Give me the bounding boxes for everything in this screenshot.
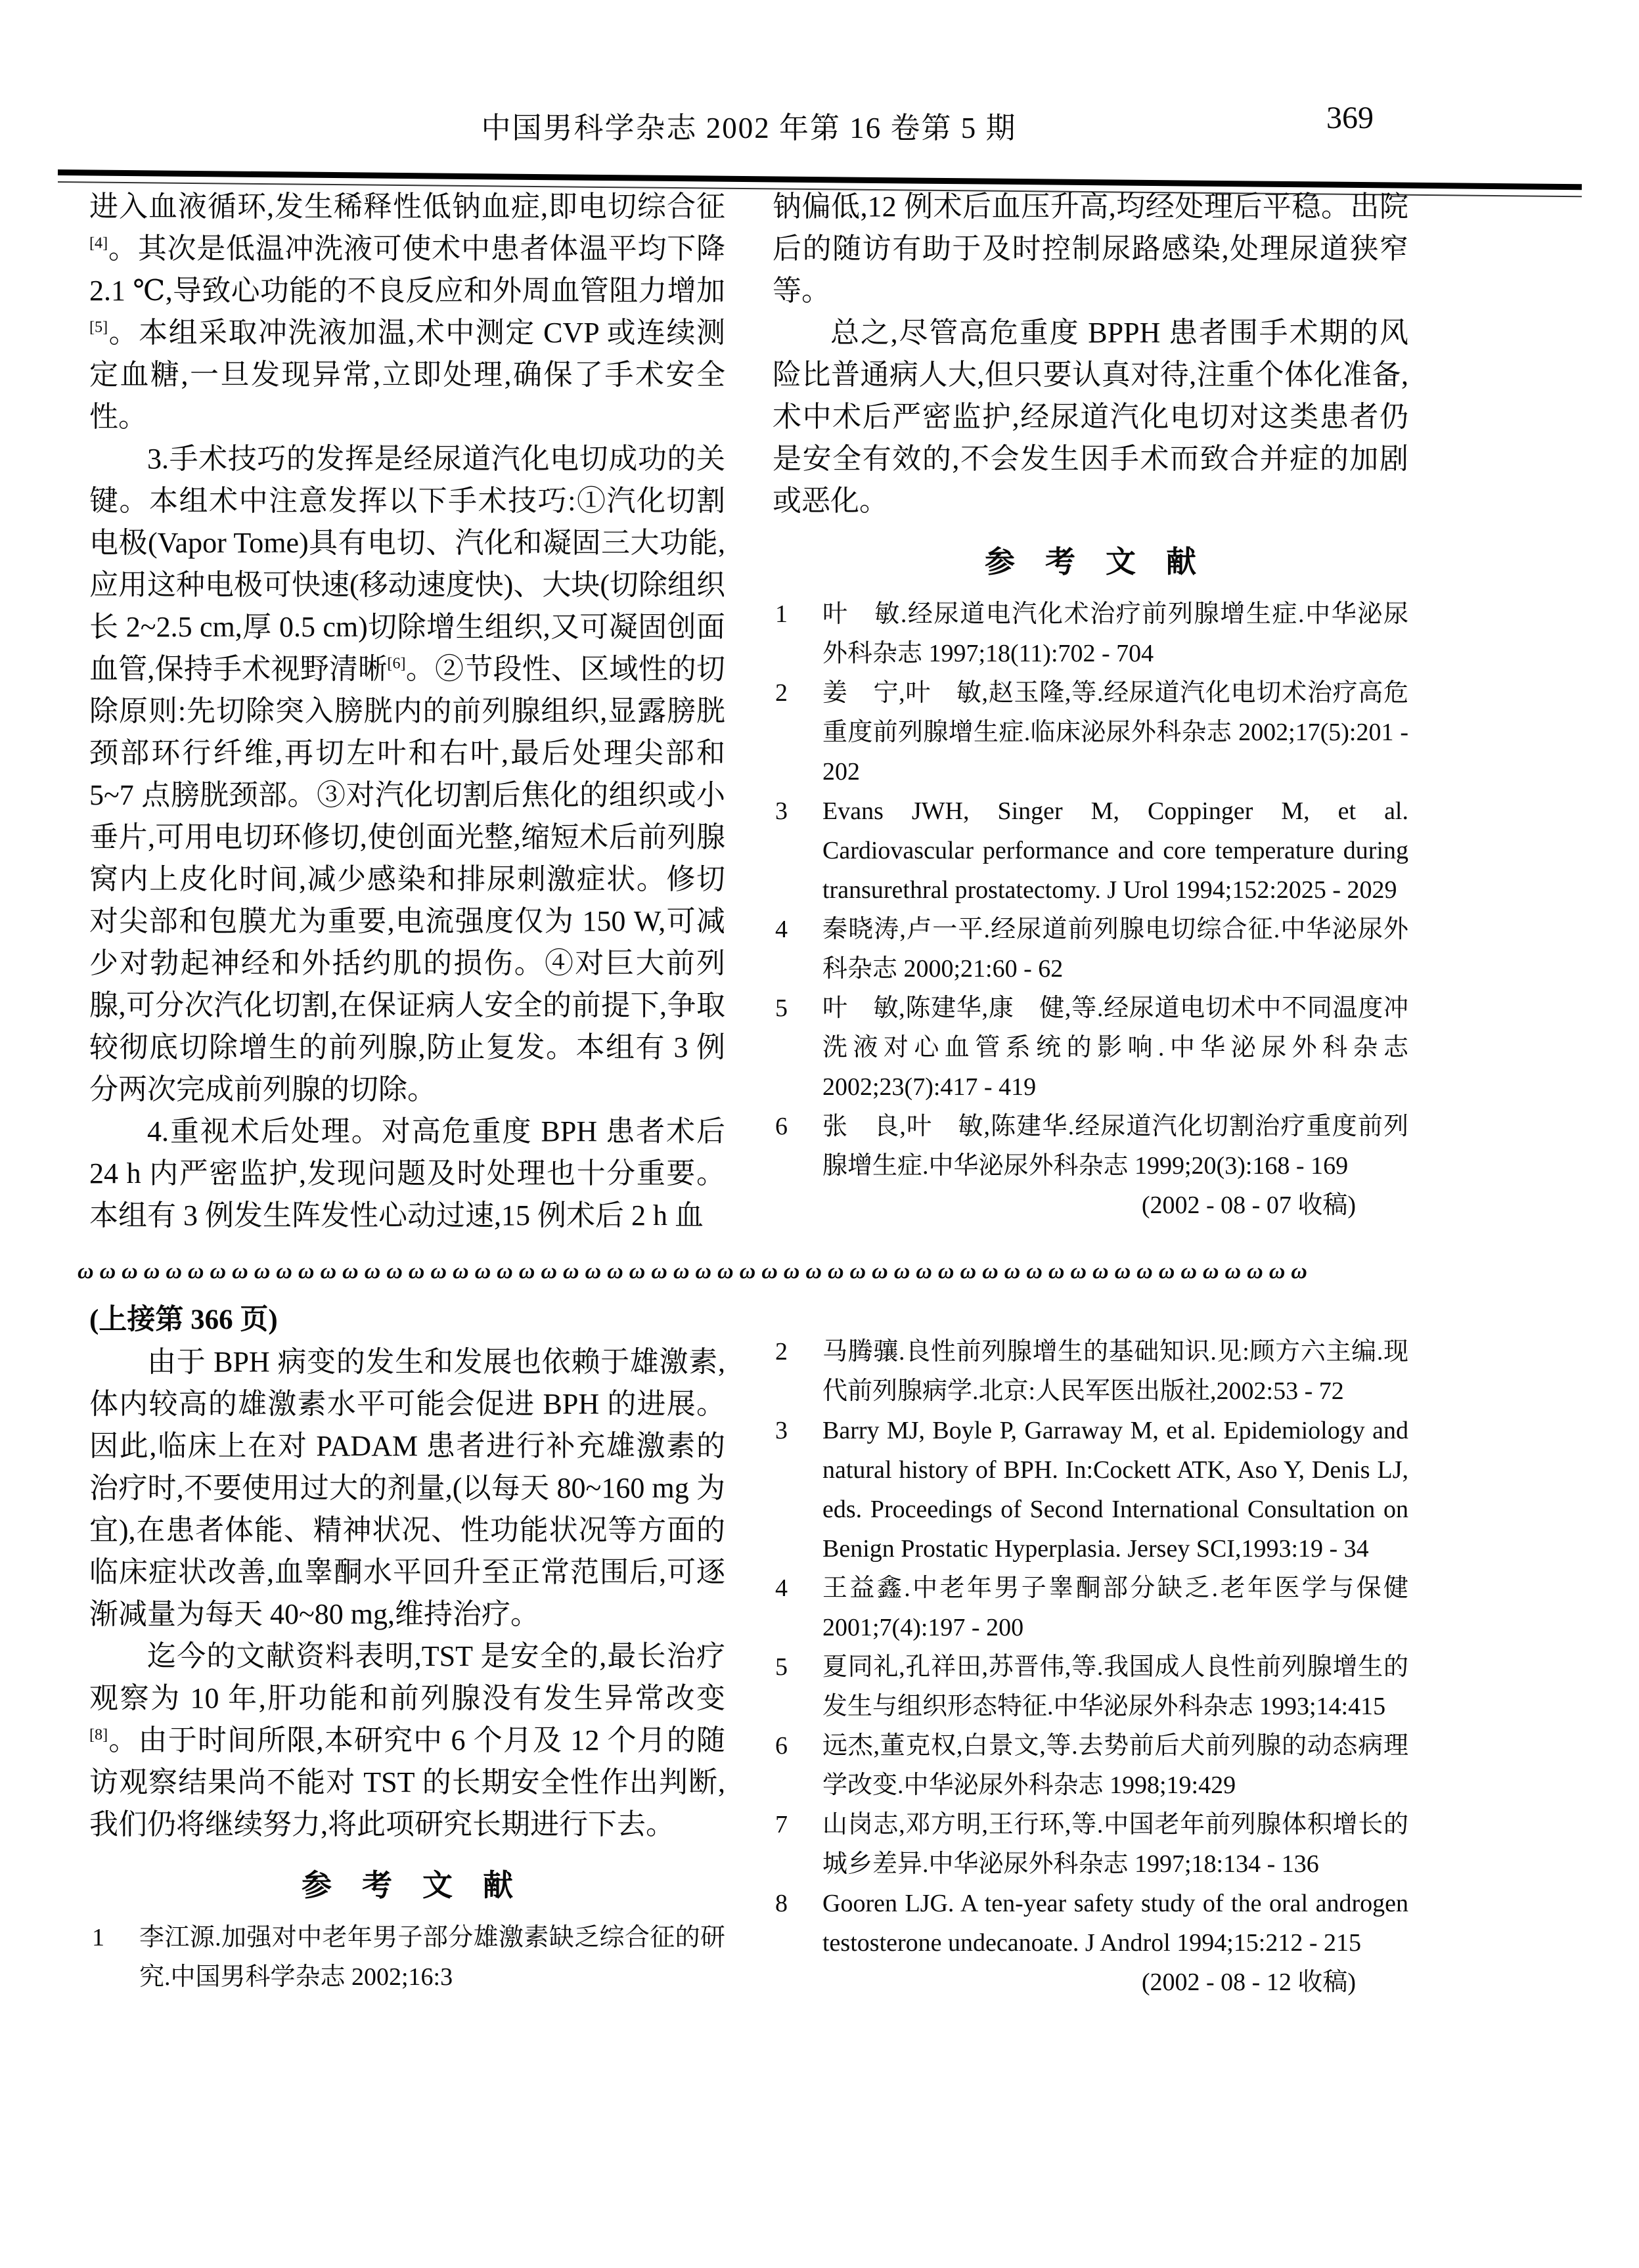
reference-number: 3 [775, 797, 788, 825]
reference-number: 2 [775, 1338, 788, 1366]
reference-item [89, 1918, 725, 1997]
reference-item [773, 1884, 1408, 1963]
reference-text: Evans JWH, Singer M, Coppinger M, et al. Cardiovascular performance and core temperature during transurethral prostatectomy. J Urol 1994;152:2025 - 2029 [822, 797, 1408, 904]
reference-number: 3 [775, 1417, 788, 1444]
reference-number: 1 [92, 1924, 104, 1951]
article2-right-reference-list [773, 1332, 1408, 1963]
reference-number: 4 [775, 1574, 788, 1602]
reference-number: 4 [775, 916, 788, 943]
reference-item [773, 673, 1408, 791]
reference-number: 5 [775, 1653, 788, 1681]
body-paragraph: 总之,尽管高危重度 BPPH 患者围手术期的风险比普通病人大,但只要认真对待,注重个体化准备,术中术后严密监护,经尿道汽化电切对这类患者仍是安全有效的,不会发生因手术而致合并症的加剧或恶化。 [773, 317, 1408, 517]
received-date: (2002 - 08 - 12 收稿) [1141, 1968, 1356, 1996]
reference-text: 秦晓涛,卢一平.经尿道前列腺电切综合征.中华泌尿外科杂志 2000;21:60 - 62 [822, 916, 1408, 983]
article1-right-column [773, 186, 1408, 1225]
reference-item [773, 594, 1408, 673]
body-paragraph: 钠偏低,12 例术后血压升高,均经处理后平稳。出院后的随访有助于及时控制尿路感染,处理尿道狭窄等。 [773, 190, 1408, 307]
reference-text: 山岗志,邓方明,王行环,等.中国老年前列腺体积增长的城乡差异.中华泌尿外科杂志 1997;18:134 - 136 [822, 1811, 1408, 1878]
body-paragraph: 4.重视术后处理。对高危重度 BPH 患者术后 24 h 内严密监护,发现问题及时处理也十分重要。本组有 3 例发生阵发性心动过速,15 例术后 2 h 血 [89, 1115, 725, 1232]
reference-text: 夏同礼,孔祥田,苏晋伟,等.我国成人良性前列腺增生的发生与组织形态特征.中华泌尿外科杂志 1993;14:415 [822, 1653, 1408, 1720]
continued-from-note: (上接第 366 页) [89, 1304, 278, 1335]
references-heading: 参 考 文 献 [302, 1869, 513, 1902]
article2-right-column [773, 1332, 1408, 2002]
wavy-divider: ωωωωωωωωωωωωωωωωωωωωωωωωωωωωωωωωωωωωωωωωωωωωωωωωωωωωωωωω [78, 1259, 1313, 1283]
reference-text: 王益鑫.中老年男子睾酮部分缺乏.老年医学与保健 2001;7(4):197 - 200 [822, 1574, 1408, 1641]
reference-item [773, 1568, 1408, 1647]
received-date: (2002 - 08 - 07 收稿) [1141, 1191, 1356, 1219]
reference-number: 6 [775, 1113, 788, 1140]
reference-item [773, 1647, 1408, 1726]
body-paragraph: 3.手术技巧的发挥是经尿道汽化电切成功的关键。本组术中注意发挥以下手术技巧:①汽化切割电极(Vapor Tome)具有电切、汽化和凝固三大功能,应用这种电极可快速(移动速度快)、大块(切除组织长 2~2.5 cm,厚 0.5 cm)切除增生组织,又可凝固创面血管,保持手术视野清晰[6]。②节段性、区域性的切除原则:先切除突入膀胱内的前列腺组织,显露膀胱颈部环行纤维,再切左叶和右叶,最后处理尖部和 5~7 点膀胱颈部。③对汽化切割后焦化的组织或小垂片,可用电切环修切,使创面光整,缩短术后前列腺窝内上皮化时间,减少感染和排尿刺激症状。修切对尖部和包膜尤为重要,电流强度仅为 150 W,可减少对勃起神经和外括约肌的损伤。④对巨大前列腺,可分次汽化切割,在保证病人安全的前提下,争取较彻底切除增生的前列腺,防止复发。本组有 3 例分两次完成前列腺的切除。 [89, 443, 726, 1105]
reference-text: 叶 敏,陈建华,康 健,等.经尿道电切术中不同温度冲洗液对心血管系统的影响.中华泌尿外科杂志 2002;23(7):417 - 419 [822, 994, 1408, 1101]
reference-item [773, 1805, 1408, 1884]
journal-header-line: 中国男科学杂志 2002 年第 16 卷第 5 期 [481, 112, 1017, 145]
reference-item [773, 791, 1408, 910]
article2-left-paragraphs [89, 1341, 725, 1846]
reference-number: 2 [775, 679, 788, 707]
reference-number: 1 [775, 600, 788, 628]
reference-text: 李江源.加强对中老年男子部分雄激素缺乏综合征的研究.中国男科学杂志 2002;16:3 [139, 1924, 725, 1991]
reference-number: 6 [775, 1732, 788, 1760]
reference-number: 7 [775, 1811, 788, 1838]
references-heading: 参 考 文 献 [985, 545, 1196, 579]
page-number: 369 [1326, 100, 1374, 135]
reference-item [773, 1726, 1408, 1805]
body-paragraph: 由于 BPH 病变的发生和发展也依赖于雄激素,体内较高的雄激素水平可能会促进 BPH 的进展。因此,临床上在对 PADAM 患者进行补充雄激素的治疗时,不要使用过大的剂量,(以每天 80~160 mg 为宜),在患者体能、精神状况、性功能状况等方面的临床症状改善,血睾酮水平回升至正常范围后,可逐渐减量为每天 40~80 mg,维持治疗。 [89, 1346, 725, 1630]
reference-item [773, 1107, 1408, 1186]
reference-number: 8 [775, 1890, 788, 1917]
article1-left-column [89, 186, 725, 1237]
reference-text: 张 良,叶 敏,陈建华.经尿道汽化切割治疗重度前列腺增生症.中华泌尿外科杂志 1999;20(3):168 - 169 [822, 1113, 1408, 1180]
article1-right-paragraphs [773, 186, 1408, 522]
reference-text: 马腾骧.良性前列腺增生的基础知识.见:顾方六主编.现代前列腺病学.北京:人民军医出版社,2002:53 - 72 [822, 1338, 1408, 1405]
body-paragraph: 进入血液循环,发生稀释性低钠血症,即电切综合征[4]。其次是低温冲洗液可使术中患者体温平均下降 2.1 ℃,导致心功能的不良反应和外周血管阻力增加[5]。本组采取冲洗液加温,术中测定 CVP 或连续测定血糖,一旦发现异常,立即处理,确保了手术安全性。 [89, 190, 725, 433]
reference-item [773, 910, 1408, 989]
article2-left-column [89, 1299, 725, 1997]
reference-text: 叶 敏.经尿道电汽化术治疗前列腺增生症.中华泌尿外科杂志 1997;18(11):702 - 704 [822, 600, 1408, 667]
article2-left-reference-list [89, 1918, 725, 1997]
reference-number: 5 [775, 994, 788, 1022]
reference-item [773, 1332, 1408, 1411]
reference-text: 远杰,董克权,白景文,等.去势前后犬前列腺的动态病理学改变.中华泌尿外科杂志 1998;19:429 [822, 1732, 1408, 1799]
reference-item [773, 989, 1408, 1107]
article1-reference-list [773, 594, 1408, 1186]
reference-text: 姜 宁,叶 敏,赵玉隆,等.经尿道汽化电切术治疗高危重度前列腺增生症.临床泌尿外科杂志 2002;17(5):201 - 202 [822, 679, 1408, 786]
reference-item [773, 1411, 1408, 1568]
reference-text: Gooren LJG. A ten-year safety study of the oral androgen testosterone undecanoate. J Androl 1994;15:212 - 215 [822, 1890, 1408, 1957]
body-paragraph: 迄今的文献资料表明,TST 是安全的,最长治疗观察为 10 年,肝功能和前列腺没有发生异常改变[8]。由于时间所限,本研究中 6 个月及 12 个月的随访观察结果尚不能对 TST 的长期安全性作出判断,我们仍将继续努力,将此项研究长期进行下去。 [89, 1640, 725, 1840]
reference-text: Barry MJ, Boyle P, Garraway M, et al. Epidemiology and natural history of BPH. In:Cockett ATK, Aso Y, Denis LJ, eds. Proceedings of Second International Consultation on Benign Prostatic Hyperplasia. Jersey SCI,1993:19 - 34 [822, 1417, 1408, 1563]
